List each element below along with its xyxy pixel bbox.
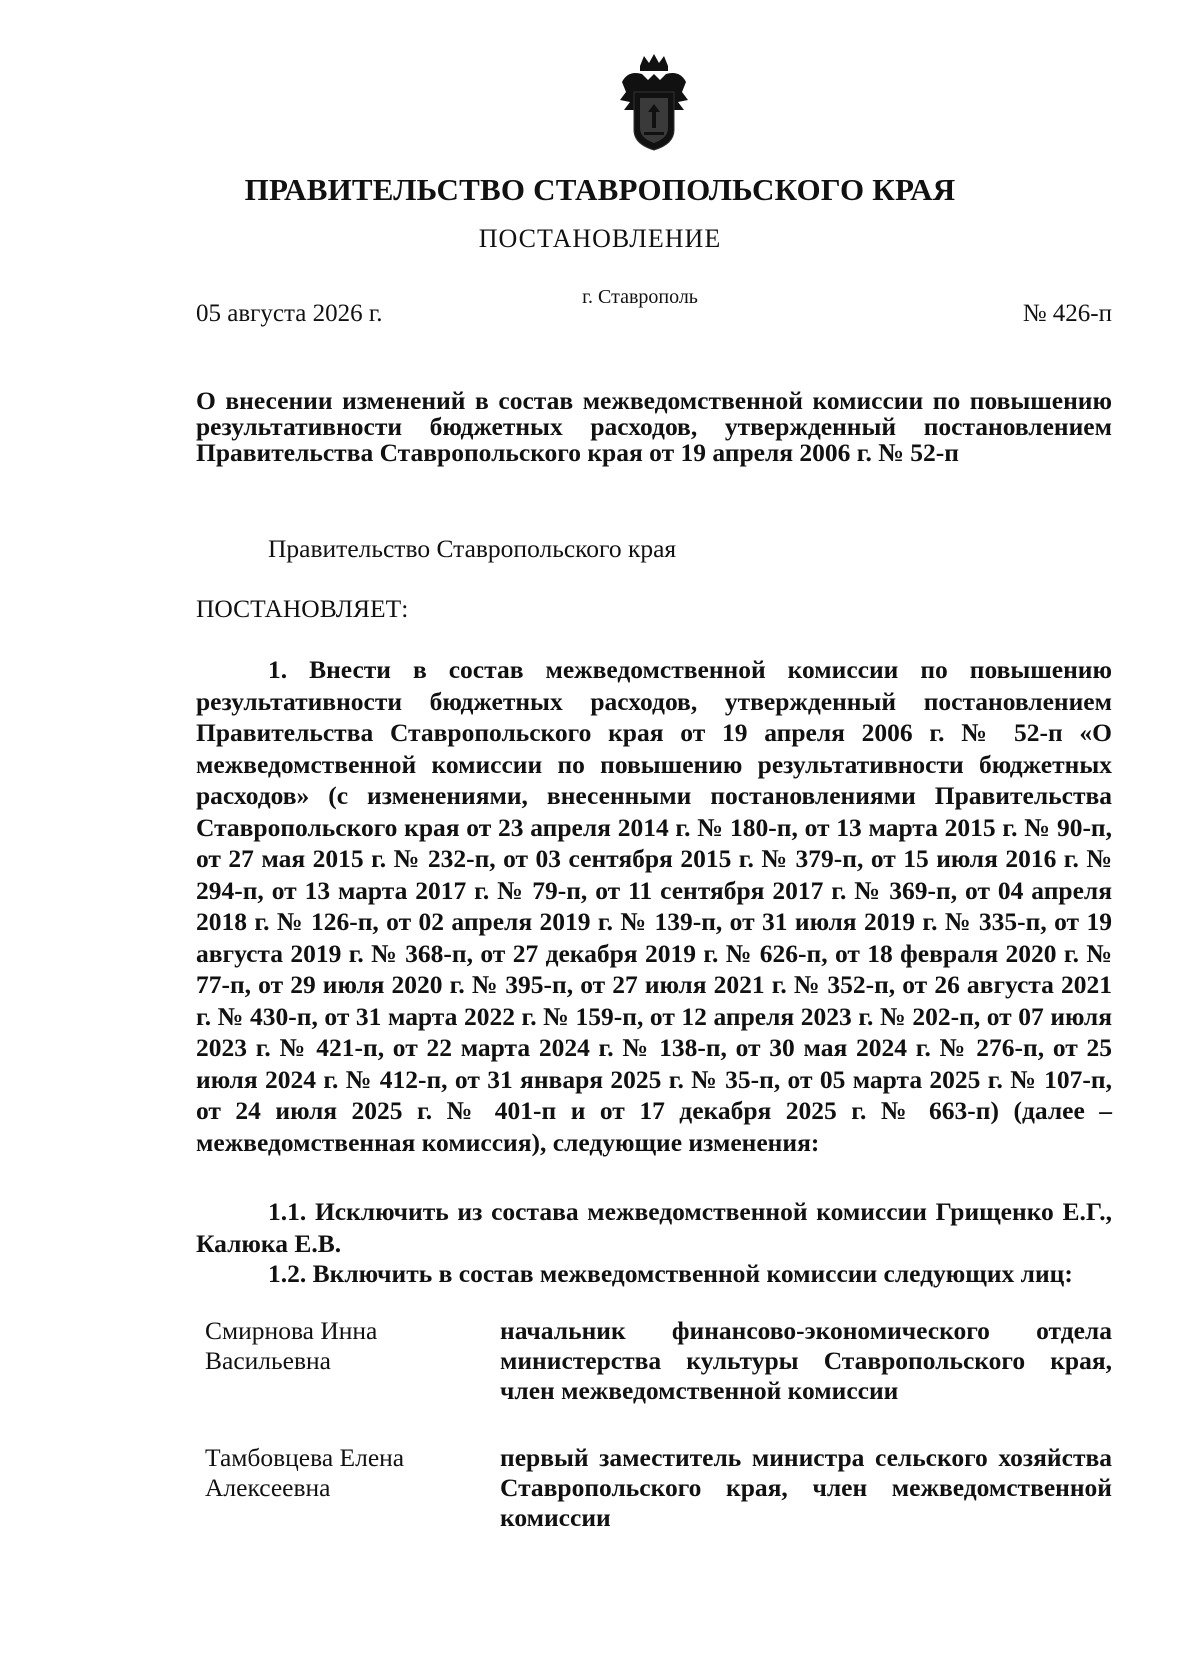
preamble-government-name: Правительство Ставропольского края: [268, 534, 677, 563]
clause-1: 1. Внести в состав межведомственной комиссии по повышению результативности бюджетных расходов, утвержденный постановлением Правительства Ставропольского края от 19 апреля 2006 г. № 52-п «О межведомственной комиссии по повышению результативности бюджетных расходов» (с изменениями, внесенными постановлениями Правительства Ставропольского края от 23 апреля 2014 г. № 180-п, от 13 марта 2015 г. № 90-п, от 27 мая 2015 г. № 232-п, от 03 сентября 2015 г. № 379-п, от 15 июля 2016 г. № 294-п, от 13 марта 2017 г. № 79-п, от 11 сентября 2017 г. № 369-п, от 04 апреля 2018 г. № 126-п, от 02 апреля 2019 г. № 139-п, от 31 июля 2019 г. № 335-п, от 19 августа 2019 г. № 368-п, от 27 декабря 2019 г. № 626-п, от 18 февраля 2020 г. № 77-п, от 29 июля 2020 г. № 395-п, от 27 июля 2021 г. № 352-п, от 26 августа 2021 г. № 430-п, от 31 марта 2022 г. № 159-п, от 12 апреля 2023 г. № 202-п, от 07 июля 2023 г. № 421-п, от 22 марта 2024 г. № 138-п, от 30 мая 2024 г. № 276-п, от 25 июля 2024 г. № 412-п, от 31 января 2025 г. № 35-п, от 05 марта 2025 г. № 107-п, от 24 июля 2025 г. № 401-п и от 17 декабря 2025 г. № 663-п) (далее – межведомственная комиссия), следующие изменения:: [196, 655, 1112, 1157]
document-date: 05 августа 2026 г.: [196, 300, 383, 327]
coat-of-arms-icon: [618, 52, 690, 152]
document-number: № 426-п: [1022, 300, 1112, 327]
member-role: начальник финансово-экономического отдела министерства культуры Ставропольского края, член межведомственной комиссии: [500, 1316, 1112, 1405]
clause-1-1: 1.1. Исключить из состава межведомственной комиссии Грищенко Е.Г., Калюка Е.В.: [196, 1197, 1112, 1258]
government-title: ПРАВИТЕЛЬСТВО СТАВРОПОЛЬСКОГО КРАЯ: [244, 172, 956, 207]
member-name: Смирнова Инна Васильевна: [205, 1316, 378, 1375]
document-city: г. Ставрополь: [582, 286, 698, 308]
document-subject: О внесении изменений в состав межведомственной комиссии по повышению результативности бюджетных расходов, утвержденный постановлением Правительства Ставропольского края от 19 апреля 2006 г. № 52-п: [196, 386, 1112, 467]
member-role: первый заместитель министра сельского хозяйства Ставропольского края, член межведомственной комиссии: [500, 1443, 1112, 1532]
preamble-resolves: ПОСТАНОВЛЯЕТ:: [196, 594, 409, 623]
clause-1-2: 1.2. Включить в состав межведомственной комиссии следующих лиц:: [268, 1259, 1073, 1288]
document-type: ПОСТАНОВЛЕНИЕ: [478, 224, 722, 253]
member-name: Тамбовцева Елена Алексеевна: [205, 1443, 405, 1502]
